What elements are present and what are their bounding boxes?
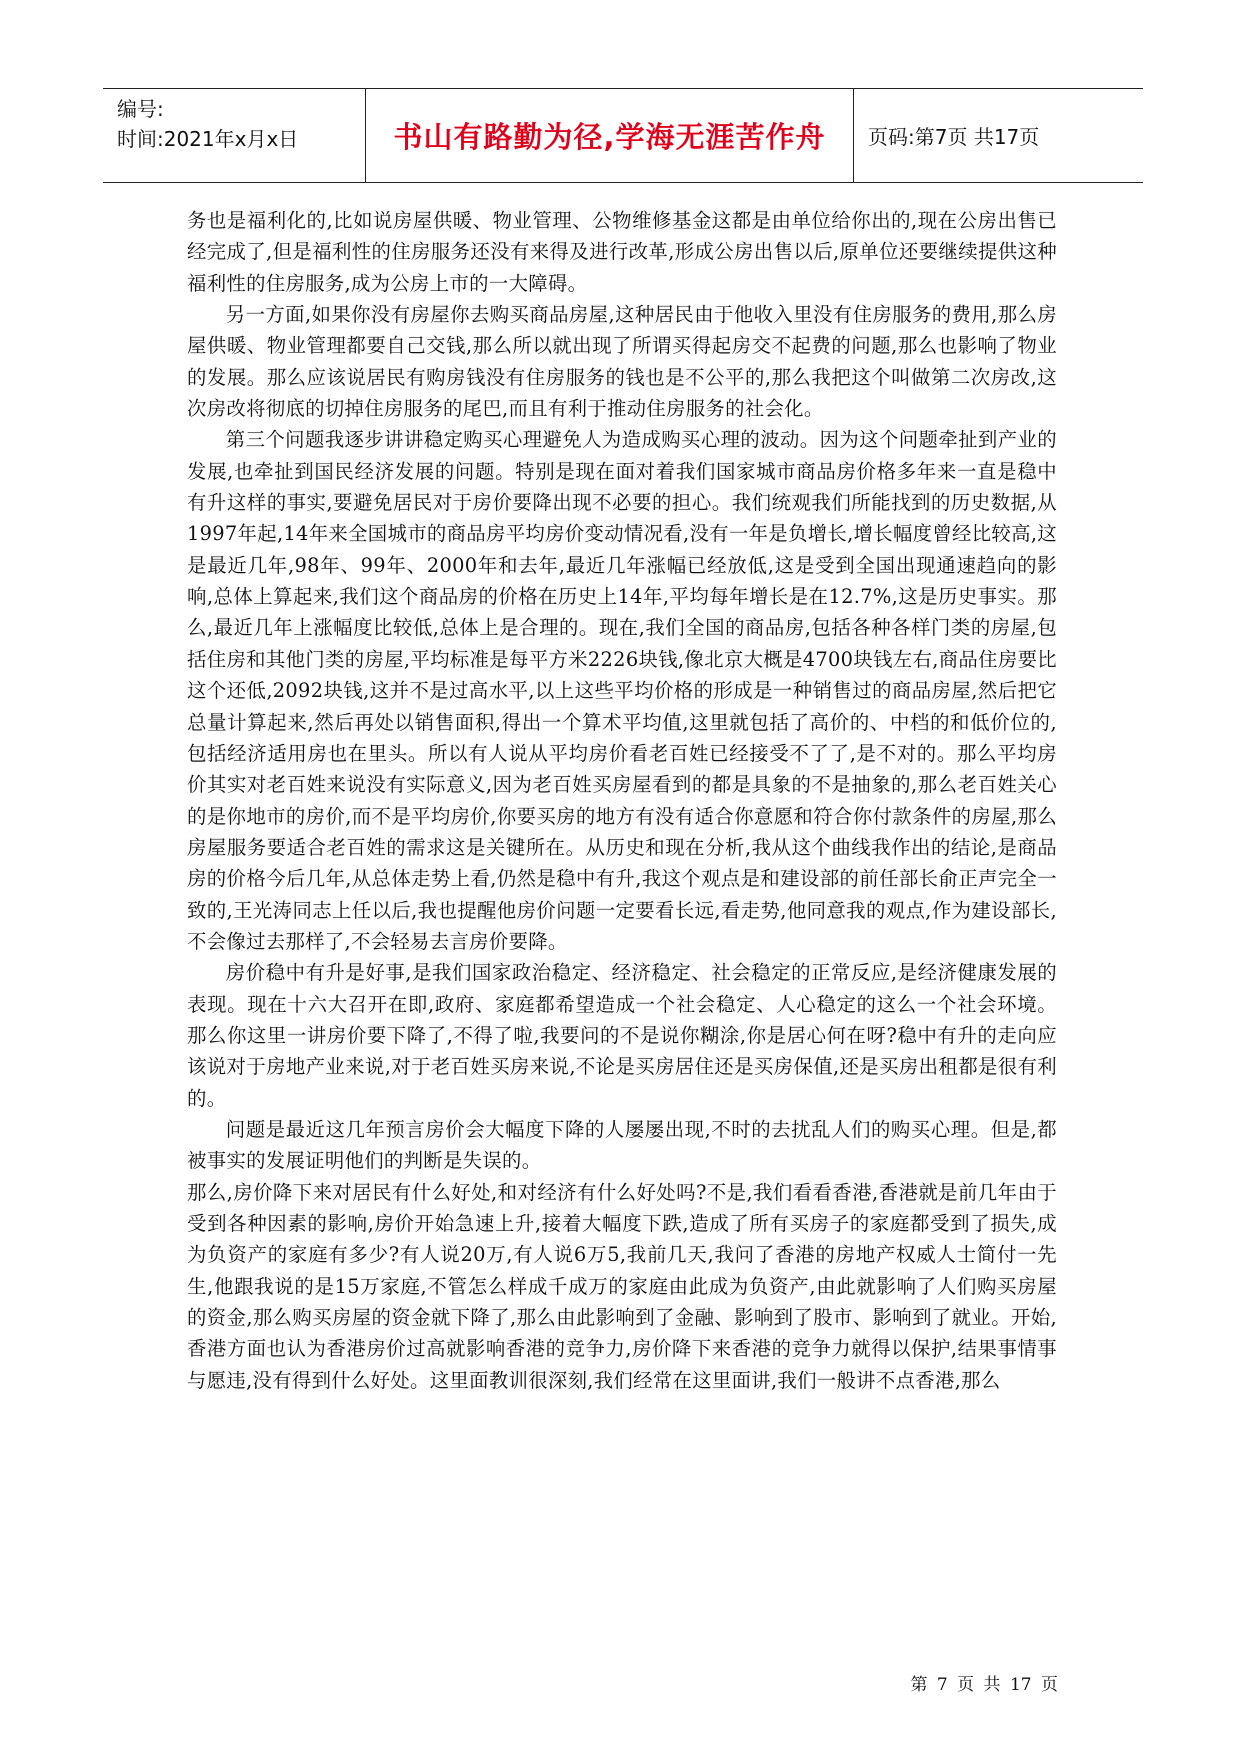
paragraph: 问题是最近这几年预言房价会大幅度下降的人屡屡出现,不时的去扰乱人们的购买心理。但是,都被事实的发展证明他们的判断是失误的。 <box>187 1117 1057 1173</box>
paragraph: 务也是福利化的,比如说房屋供暖、物业管理、公物维修基金这都是由单位给你出的,现在公房出售已经完成了,但是福利性的住房服务还没有来得及进行改革,形成公房出售以后,原单位还要继续提供这种福利性的住房服务,成为公房上市的一大障碍。 <box>187 209 1057 295</box>
header-page-cell <box>854 89 1143 182</box>
page-header <box>103 88 1143 183</box>
page-footer: 第 7 页 共 17 页 <box>910 1675 1058 1695</box>
document-number-label: 编号: <box>117 97 164 121</box>
header-left-cell <box>103 89 366 182</box>
paragraph: 第三个问题我逐步讲讲稳定购买心理避免人为造成购买心理的波动。因为这个问题牵扯到产业的发展,也牵扯到国民经济发展的问题。特别是现在面对着我们国家城市商品房价格多年来一直是稳中有升这样的事实,要避免居民对于房价要降出现不必要的担心。我们统观我们所能找到的历史数据,从1997年起,14年来全国城市的商品房平均房价变动情况看,没有一年是负增长,增长幅度曾经比较高,这是最近几年,98年、99年、2000年和去年,最近几年涨幅已经放低,这是受到全国出现通速趋向的影响,总体上算起来,我们这个商品房的价格在历史上14年,平均每年增长是在12.7%,这是历史事实。那么,最近几年上涨幅度比较低,总体上是合理的。现在,我们全国的商品房,包括各种各样门类的房屋,包括住房和其他门类的房屋,平均标准是每平方米2226块钱,像北京大概是4700块钱左右,商品住房要比这个还低,2092块钱,这并不是过高水平,以上这些平均价格的形成是一种销售过的商品房屋,然后把它总量计算起来,然后再处以销售面积,得出一个算术平均值,这里就包括了高价的、中档的和低价位的,包括经济适用房也在里头。所以有人说从平均房价看老百姓已经接受不了了,是不对的。那么平均房价其实对老百姓来说没有实际意义,因为老百姓买房屋看到的都是具象的不是抽象的,那么老百姓关心的是你地市的房价,而不是平均房价,你要买房的地方有没有适合你意愿和符合你付款条件的房屋,那么房屋服务要适合老百姓的需求这是关键所在。从历史和现在分析,我从这个曲线我作出的结论,是商品房的价格今后几年,从总体走势上看,仍然是稳中有升,我这个观点是和建设部的前任部长俞正声完全一致的,王光涛同志上任以后,我也提醒他房价问题一定要看长远,看走势,他同意我的观点,作为建设部长,不会像过去那样了,不会轻易去言房价要降。 <box>187 428 1057 953</box>
document-body <box>187 205 1057 1396</box>
header-motto-cell <box>366 89 854 182</box>
header-motto: 书山有路勤为径,学海无涯苦作舟 <box>393 120 826 154</box>
paragraph: 另一方面,如果你没有房屋你去购买商品房屋,这种居民由于他收入里没有住房服务的费用,那么房屋供暖、物业管理都要自己交钱,那么所以就出现了所谓买得起房交不起费的问题,那么也影响了物业的发展。那么应该说居民有购房钱没有住房服务的钱也是不公平的,那么我把这个叫做第二次房改,这次房改将彻底的切掉住房服务的尾巴,而且有利于推动住房服务的社会化。 <box>187 303 1057 421</box>
paragraph: 房价稳中有升是好事,是我们国家政治稳定、经济稳定、社会稳定的正常反应,是经济健康发展的表现。现在十六大召开在即,政府、家庭都希望造成一个社会稳定、人心稳定的这么一个社会环境。那么你这里一讲房价要下降了,不得了啦,我要问的不是说你糊涂,你是居心何在呀?稳中有升的走向应该说对于房地产业来说,对于老百姓买房来说,不论是买房居住还是买房保值,还是买房出租都是很有利的。 <box>187 961 1057 1110</box>
document-time-label: 时间:2021年x月x日 <box>117 127 299 151</box>
paragraph: 那么,房价降下来对居民有什么好处,和对经济有什么好处吗?不是,我们看看香港,香港就是前几年由于受到各种因素的影响,房价开始急速上升,接着大幅度下跌,造成了所有买房子的家庭都受到了损失,成为负资产的家庭有多少?有人说20万,有人说6万5,我前几天,我问了香港的房地产权威人士简付一先生,他跟我说的是15万家庭,不管怎么样成千成万的家庭由此成为负资产,由此就影响了人们购买房屋的资金,那么购买房屋的资金就下降了,那么由此影响到了金融、影响到了股市、影响到了就业。开始,香港方面也认为香港房价过高就影响香港的竞争力,房价降下来香港的竞争力就得以保护,结果事情事与愿违,没有得到什么好处。这里面教训很深刻,我们经常在这里面讲,我们一般讲不点香港,那么 <box>187 1180 1057 1392</box>
header-page-number: 页码:第7页 共17页 <box>868 125 1040 149</box>
